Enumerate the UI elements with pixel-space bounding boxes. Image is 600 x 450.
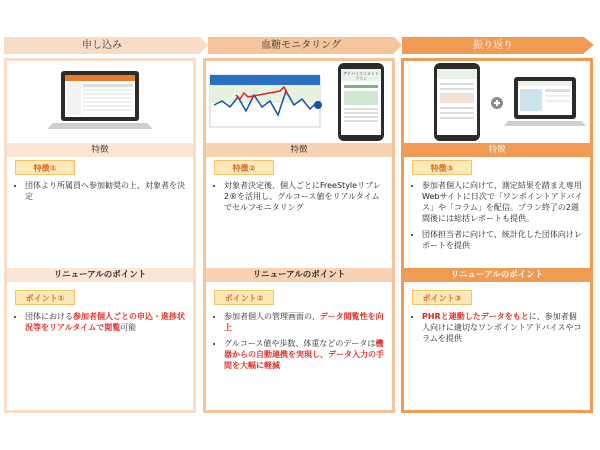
renewal-list bbox=[412, 311, 584, 349]
feature-tag-label: 特徴② bbox=[232, 164, 256, 173]
renewal-item bbox=[25, 311, 187, 333]
step-apply bbox=[4, 37, 200, 54]
renewal-text: 団体における bbox=[25, 312, 73, 321]
renewal-tag bbox=[15, 290, 75, 305]
feature-header-label: 特徴 bbox=[290, 145, 308, 155]
renewal-header-label: リニューアルのポイント bbox=[252, 270, 346, 280]
renewal-list bbox=[214, 311, 386, 376]
laptop-icon bbox=[504, 77, 586, 126]
renewal-tag-label: ポイント② bbox=[224, 294, 264, 303]
feature-header bbox=[7, 143, 193, 157]
phone-title: アドバイスコメントプラン bbox=[343, 71, 379, 81]
feature-header-label: 特徴 bbox=[91, 145, 109, 155]
renewal-list bbox=[15, 311, 187, 338]
step-review-label: 振り返り bbox=[473, 40, 513, 51]
plus-icon bbox=[491, 97, 503, 109]
renewal-tag bbox=[412, 290, 472, 305]
feature-header bbox=[206, 143, 392, 157]
renewal-header bbox=[206, 268, 392, 282]
renewal-highlight: 参加者個人ごとの申込・進捗状況等をリアルタイムで閲覧 bbox=[25, 312, 185, 332]
feature-item: • 団体より所属員へ参加勧奨の上、対象者を決定 bbox=[25, 180, 187, 202]
step-monitoring-arrow bbox=[394, 37, 402, 53]
column-monitoring bbox=[203, 58, 395, 413]
feature-item: • 参加者個人に向けて、測定結果を踏まえ専用Webサイトに日次で「ワンポイントアドバイス」や「コラム」を配信。プラン終了の2週間後には総括レポートも提供。 bbox=[422, 180, 584, 224]
feature-tag bbox=[412, 160, 472, 175]
step-apply-arrow bbox=[200, 37, 208, 53]
feature-tag bbox=[15, 160, 75, 175]
phone-icon bbox=[434, 63, 480, 141]
renewal-text: に、参加者個人向けに適切なワンポイントアドバイスやコラムを提供 bbox=[422, 312, 582, 343]
feature-list bbox=[15, 180, 187, 207]
renewal-highlight: 機器からの自動連携を実現し、データ入力の手間を大幅に軽減 bbox=[224, 339, 384, 370]
renewal-tag bbox=[214, 290, 274, 305]
column-apply bbox=[4, 58, 196, 413]
step-apply-label: 申し込み bbox=[82, 40, 122, 51]
feature-item: • 対象者決定後、個人ごとにFreeStyleリブレ2®を活用し、グルコース値をリアルタイムでセルフモニタリング bbox=[224, 180, 386, 213]
renewal-tag-label: ポイント③ bbox=[422, 294, 462, 303]
step-review-arrow bbox=[584, 37, 594, 53]
feature-list bbox=[214, 180, 386, 218]
glucose-graph-icon bbox=[210, 75, 322, 127]
renewal-text-end: 可能 bbox=[120, 323, 137, 332]
feature-list bbox=[412, 180, 584, 256]
step-review bbox=[402, 37, 584, 54]
renewal-item bbox=[224, 338, 386, 371]
feature-header-label: 特徴 bbox=[488, 145, 506, 155]
feature-tag-label: 特徴① bbox=[33, 164, 57, 173]
renewal-item bbox=[224, 311, 386, 333]
renewal-text: 参加者個人の管理画面の、 bbox=[224, 312, 320, 321]
renewal-tag-label: ポイント① bbox=[25, 294, 65, 303]
step-monitoring-label: 血糖モニタリング bbox=[261, 40, 341, 51]
renewal-header bbox=[404, 268, 590, 282]
monitoring-images bbox=[206, 61, 392, 143]
renewal-highlight: PHRと連動したデータをもと bbox=[422, 312, 529, 321]
renewal-header-label: リニューアルのポイント bbox=[450, 270, 544, 280]
renewal-header bbox=[7, 268, 193, 282]
renewal-header-label: リニューアルのポイント bbox=[53, 270, 147, 280]
review-images bbox=[404, 61, 590, 143]
renewal-highlight: データ閲覧性を向上 bbox=[224, 312, 384, 332]
feature-item: • 団体担当者に向けて、統計化した団体向けレポートを提供 bbox=[422, 229, 584, 251]
feature-header bbox=[404, 143, 590, 157]
laptop-image bbox=[7, 61, 193, 143]
renewal-item bbox=[422, 311, 584, 344]
feature-tag-label: 特徴③ bbox=[430, 164, 454, 173]
column-review bbox=[401, 58, 593, 413]
feature-tag bbox=[214, 160, 274, 175]
step-monitoring bbox=[208, 37, 394, 54]
renewal-text: グルコース値や歩数、体重などのデータは bbox=[224, 339, 376, 348]
